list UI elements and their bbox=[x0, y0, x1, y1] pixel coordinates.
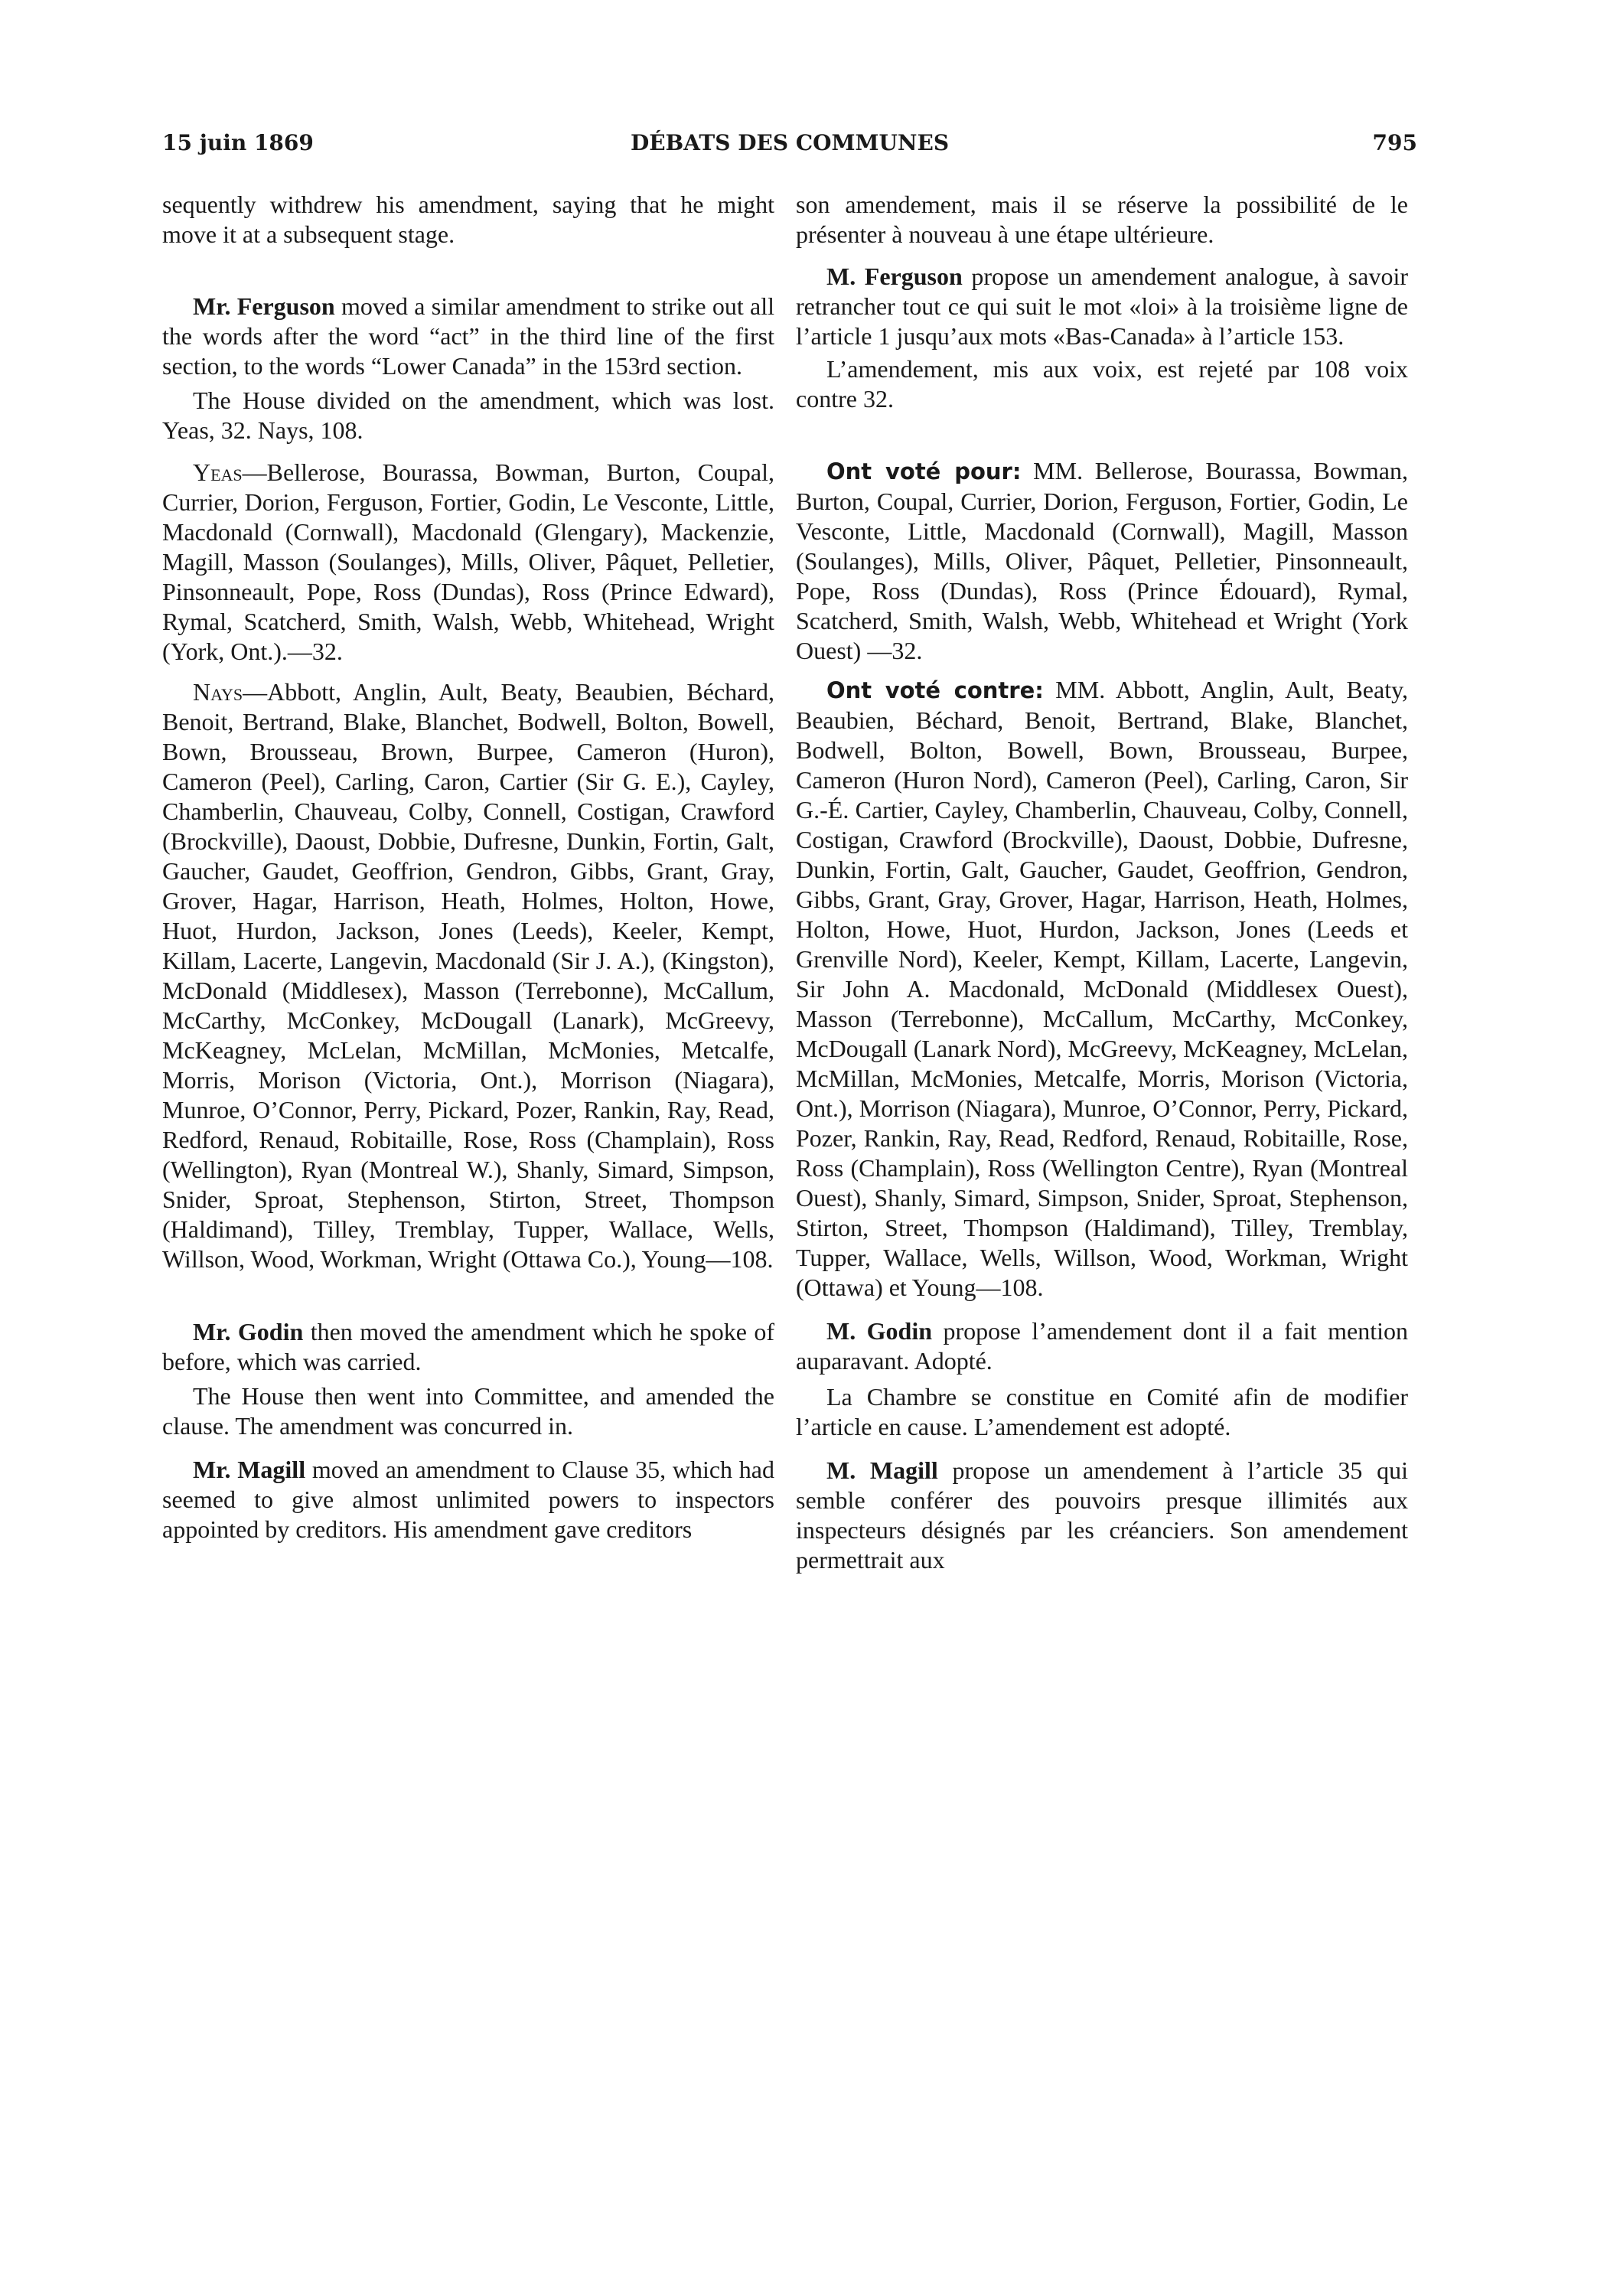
french-column bbox=[796, 190, 1408, 1575]
fr-paragraph-committee: La Chambre se constitue en Comité afin de modifier l’article en cause. L’amendement est adopté. bbox=[796, 1383, 1408, 1440]
en-paragraph-1: sequently withdrew his amendment, saying that he might move it at a subsequent stage. bbox=[162, 191, 774, 248]
en-paragraph-magill bbox=[162, 1455, 774, 1544]
vote-list: —Bellerose, Bourassa, Bowman, Burton, Coupal, Currier, Dorion, Ferguson, Fortier, Godin, Le Vesconte, Little, Macdonald (Cornwall), Macdonald (Glengary), Mackenzie, Magill, Masson (Soulanges), Mills, Oliver, Pâquet, Pelletier, Pinsonneault, Pope, Ross (Dundas), Ross (Prince Edward), Rymal, Scatcherd, Smith, Walsh, Webb, Whitehead, Wright (York, Ont.).—32. bbox=[162, 458, 774, 665]
fr-paragraph-contre bbox=[796, 675, 1408, 1303]
en-paragraph-division: The House divided on the amendment, which was lost. Yeas, 32. Nays, 108. bbox=[162, 386, 774, 444]
page-number: 795 bbox=[1372, 130, 1417, 155]
english-column bbox=[162, 190, 774, 1544]
vote-list: MM. Bellerose, Bourassa, Bowman, Burton, Coupal, Currier, Dorion, Ferguson, Fortier, Godin, Le Vesconte, Little, Macdonald (Cornwall), Magill, Masson (Soulanges), Mills, Oliver, Pâquet, Pelletier, Pinsonneault, Pope, Ross (Dundas), Ross (Prince Édouard), Rymal, Scatcherd, Smith, Walsh, Webb, Whitehead et Wright (York Ouest) —32. bbox=[796, 457, 1408, 664]
header-title: DÉBATS DES COMMUNES bbox=[630, 130, 950, 155]
fr-paragraph-godin bbox=[796, 1316, 1408, 1376]
speaker-name: Mr. Ferguson bbox=[193, 292, 335, 320]
en-paragraph-yeas bbox=[162, 458, 774, 667]
en-paragraph-nays bbox=[162, 677, 774, 1274]
fr-paragraph-pour bbox=[796, 456, 1408, 666]
fr-paragraph-division: L’amendement, mis aux voix, est rejeté par 108 voix contre 32. bbox=[796, 355, 1408, 413]
fr-paragraph-ferguson bbox=[796, 262, 1408, 351]
fr-paragraph-1: son amendement, mais il se réserve la possibilité de le présenter à nouveau à une étape ultérieure. bbox=[796, 191, 1408, 248]
vote-list: MM. Abbott, Anglin, Ault, Beaty, Beaubien, Béchard, Benoit, Bertrand, Blake, Blanchet, Bodwell, Bolton, Bowell, Bown, Brousseau, Burpee, Cameron (Huron Nord), Cameron (Peel), Carling, Caron, Sir G.-É. Cartier, Cayley, Chamberlin, Chauveau, Colby, Connell, Costigan, Crawford (Brockville), Daoust, Dobbie, Dufresne, Dunkin, Fortin, Galt, Gaucher, Gaudet, Geoffrion, Gendron, Gibbs, Grant, Gray, Grover, Hagar, Harrison, Heath, Holmes, Holton, Howe, Huot, Hurdon, Jackson, Jones (Leeds et Grenville Nord), Keeler, Kempt, Killam, Lacerte, Langevin, Sir John A. Macdonald, McDonald (Middlesex Ouest), Masson (Terrebonne), McCallum, McCarthy, McConkey, McDougall (Lanark Nord), McGreevy, McKeagney, McLelan, McMillan, McMonies, Metcalfe, Morris, Morison (Victoria, Ont.), Morrison (Niagara), Munroe, O’Connor, Perry, Pickard, Pozer, Rankin, Ray, Read, Redford, Renaud, Robitaille, Rose, Ross (Champlain), Ross (Wellington Centre), Ryan (Montreal Ouest), Shanly, Simard, Simpson, Snider, Sproat, Stephenson, Stirton, Street, Thompson (Haldimand), Tilley, Tremblay, Tupper, Wallace, Wells, Willson, Wood, Workman, Wright (Ottawa) et Young—108. bbox=[796, 676, 1409, 1301]
vote-label: Yeas bbox=[193, 458, 243, 486]
en-paragraph-ferguson bbox=[162, 292, 774, 381]
speaker-name: M. Godin bbox=[826, 1317, 933, 1345]
paragraph-text: then moved the amendment which he spoke of before, which was carried. bbox=[162, 1318, 775, 1375]
speaker-name: M. Magill bbox=[826, 1456, 938, 1484]
paragraph-text: moved a similar amendment to strike out all the words after the word “act” in the third line of the first section, to the words “Lower Canada” in the 153rd section. bbox=[162, 292, 775, 380]
vote-label: Nays bbox=[193, 678, 243, 706]
fr-paragraph-magill bbox=[796, 1456, 1408, 1575]
vote-list: —Abbott, Anglin, Ault, Beaty, Beaubien, Béchard, Benoit, Bertrand, Blake, Blanchet, Bodwell, Bolton, Bowell, Bown, Brousseau, Brown, Burpee, Cameron (Huron), Cameron (Peel), Carling, Caron, Cartier (Sir G. E.), Cayley, Chamberlin, Chauveau, Colby, Connell, Costigan, Crawford (Brockville), Daoust, Dobbie, Dufresne, Dunkin, Fortin, Galt, Gaucher, Gaudet, Geoffrion, Gendron, Gibbs, Grant, Gray, Grover, Hagar, Harrison, Heath, Holmes, Holton, Howe, Huot, Hurdon, Jackson, Jones (Leeds), Keeler, Kempt, Killam, Lacerte, Langevin, Macdonald (Sir J. A.), (Kingston), McDonald (Middlesex), Masson (Terrebonne), McCallum, McCarthy, McConkey, McDougall (Lanark), McGreevy, McKeagney, McLelan, McMillan, McMonies, Metcalfe, Morris, Morison (Victoria, Ont.), Morrison (Niagara), Munroe, O’Connor, Perry, Pickard, Pozer, Rankin, Ray, Read, Redford, Renaud, Robitaille, Rose, Ross (Champlain), Ross (Wellington), Ryan (Montreal W.), Shanly, Simard, Simpson, Snider, Sproat, Stephenson, Stirton, Street, Thompson (Haldimand), Tilley, Tremblay, Tupper, Wallace, Wells, Willson, Wood, Workman, Wright (Ottawa Co.), Young—108. bbox=[162, 678, 774, 1273]
speaker-name: Mr. Godin bbox=[193, 1318, 304, 1345]
paragraph-text: propose l’amendement dont il a fait mention auparavant. Adopté. bbox=[796, 1317, 1409, 1375]
vote-label: Ont voté contre: bbox=[826, 677, 1044, 703]
paragraph-text: propose un amendement à l’article 35 qui semble conférer des pouvoirs presque illimités aux inspecteurs désignés par les créanciers. Son amendement permettrait aux bbox=[796, 1456, 1409, 1574]
paragraph-text: propose un amendement analogue, à savoir retrancher tout ce qui suit le mot «loi» à la troisième ligne de l’article 1 jusqu’aux mots «Bas-Canada» à l’article 153. bbox=[796, 263, 1409, 350]
en-paragraph-committee: The House then went into Committee, and amended the clause. The amendment was concurred in. bbox=[162, 1382, 774, 1440]
vote-label: Ont voté pour: bbox=[826, 458, 1022, 484]
speaker-name: Mr. Magill bbox=[193, 1456, 306, 1483]
header-date: 15 juin 1869 bbox=[162, 130, 314, 155]
speaker-name: M. Ferguson bbox=[826, 263, 963, 290]
page-header bbox=[162, 130, 1417, 161]
en-paragraph-godin bbox=[162, 1317, 774, 1377]
paragraph-text: moved an amendment to Clause 35, which had seemed to give almost unlimited powers to inspectors appointed by creditors. His amendment gave creditors bbox=[162, 1456, 775, 1543]
